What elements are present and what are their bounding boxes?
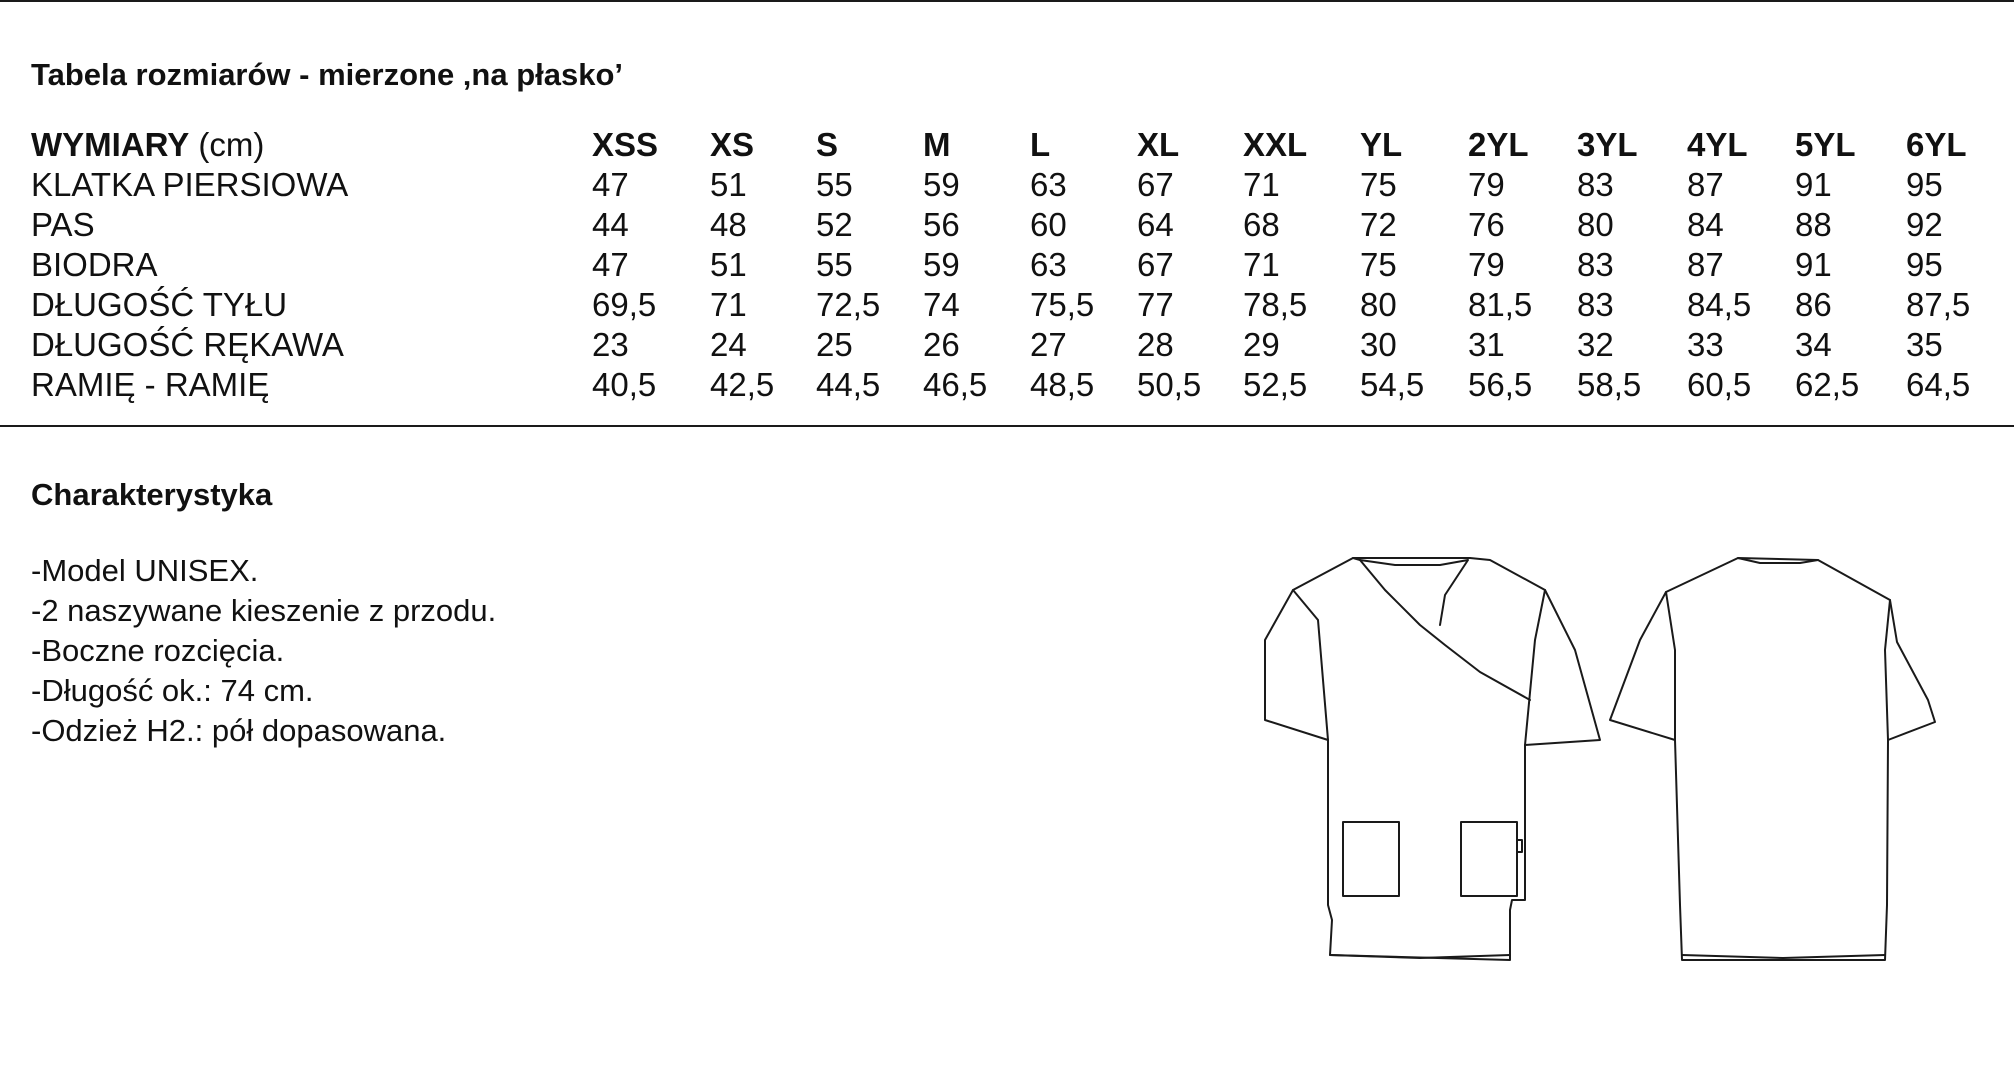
back-hem-line bbox=[1682, 955, 1885, 958]
characteristics-list bbox=[31, 551, 496, 751]
measurement-value: 79 bbox=[1468, 246, 1505, 283]
dimensions-header-label: WYMIARY bbox=[31, 126, 190, 163]
measurement-value: 68 bbox=[1243, 206, 1280, 243]
measurement-label: BIODRA bbox=[31, 246, 158, 283]
front-wrap-neckline bbox=[1353, 558, 1530, 700]
measurement-value: 83 bbox=[1577, 286, 1614, 323]
measurement-value: 59 bbox=[923, 246, 960, 283]
measurement-value: 58,5 bbox=[1577, 366, 1642, 403]
feature-item: -Model UNISEX. bbox=[31, 553, 259, 588]
feature-item: -Długość ok.: 74 cm. bbox=[31, 673, 314, 708]
measurement-value: 95 bbox=[1906, 246, 1943, 283]
measurement-value: 50,5 bbox=[1137, 366, 1202, 403]
measurement-label: PAS bbox=[31, 206, 95, 243]
size-header-xs: XS bbox=[710, 126, 755, 163]
measurement-value: 52 bbox=[816, 206, 853, 243]
measurement-value: 71 bbox=[710, 286, 747, 323]
measurement-value: 84,5 bbox=[1687, 286, 1752, 323]
measurement-value: 74 bbox=[923, 286, 960, 323]
top-divider bbox=[0, 0, 2014, 2]
measurement-value: 56 bbox=[923, 206, 960, 243]
measurement-value: 26 bbox=[923, 326, 960, 363]
measurement-value: 44 bbox=[592, 206, 629, 243]
back-view-drawing bbox=[1610, 558, 1935, 960]
front-body-outline bbox=[1265, 558, 1600, 960]
feature-item: -2 naszywane kieszenie z przodu. bbox=[31, 593, 497, 628]
measurement-value: 60 bbox=[1030, 206, 1067, 243]
measurement-value: 77 bbox=[1137, 286, 1174, 323]
characteristics-title: Charakterystyka bbox=[31, 477, 273, 512]
measurement-value: 28 bbox=[1137, 326, 1174, 363]
measurement-value: 76 bbox=[1468, 206, 1505, 243]
measurement-value: 46,5 bbox=[923, 366, 988, 403]
measurement-value: 29 bbox=[1243, 326, 1280, 363]
measurement-value: 47 bbox=[592, 166, 629, 203]
size-header-3yl: 3YL bbox=[1577, 126, 1638, 163]
size-header-6yl: 6YL bbox=[1906, 126, 1967, 163]
front-collar-back bbox=[1360, 560, 1468, 625]
measurement-value: 48,5 bbox=[1030, 366, 1095, 403]
dimensions-header-unit: (cm) bbox=[189, 126, 265, 163]
section-divider bbox=[0, 425, 2014, 427]
measurement-value: 69,5 bbox=[592, 286, 657, 323]
measurement-value: 63 bbox=[1030, 166, 1067, 203]
front-sleeve-seam-right bbox=[1525, 590, 1545, 745]
measurement-value: 48 bbox=[710, 206, 747, 243]
measurement-value: 40,5 bbox=[592, 366, 657, 403]
front-sleeve-seam-left bbox=[1293, 590, 1328, 740]
measurement-value: 27 bbox=[1030, 326, 1067, 363]
size-header-5yl: 5YL bbox=[1795, 126, 1856, 163]
measurement-value: 79 bbox=[1468, 166, 1505, 203]
measurement-value: 67 bbox=[1137, 166, 1174, 203]
measurement-value: 51 bbox=[710, 246, 747, 283]
measurement-value: 33 bbox=[1687, 326, 1724, 363]
back-sleeve-seam-right bbox=[1885, 600, 1890, 740]
measurement-label: DŁUGOŚĆ TYŁU bbox=[31, 286, 288, 323]
measurement-value: 86 bbox=[1795, 286, 1832, 323]
measurement-value: 87 bbox=[1687, 246, 1724, 283]
measurement-value: 80 bbox=[1360, 286, 1397, 323]
measurement-value: 87,5 bbox=[1906, 286, 1971, 323]
measurement-value: 35 bbox=[1906, 326, 1943, 363]
measurement-value: 83 bbox=[1577, 246, 1614, 283]
measurement-value: 67 bbox=[1137, 246, 1174, 283]
measurement-value: 51 bbox=[710, 166, 747, 203]
front-pocket-right bbox=[1461, 822, 1517, 896]
measurement-value: 72 bbox=[1360, 206, 1397, 243]
measurement-label: DŁUGOŚĆ RĘKAWA bbox=[31, 326, 344, 363]
measurement-value: 54,5 bbox=[1360, 366, 1425, 403]
size-header-m: M bbox=[923, 126, 951, 163]
measurement-value: 56,5 bbox=[1468, 366, 1533, 403]
measurement-value: 75 bbox=[1360, 166, 1397, 203]
back-sleeve-seam-left bbox=[1666, 592, 1675, 740]
measurement-value: 80 bbox=[1577, 206, 1614, 243]
measurement-value: 47 bbox=[592, 246, 629, 283]
measurement-value: 31 bbox=[1468, 326, 1505, 363]
measurement-value: 60,5 bbox=[1687, 366, 1752, 403]
measurement-value: 71 bbox=[1243, 166, 1280, 203]
measurement-value: 83 bbox=[1577, 166, 1614, 203]
measurement-value: 91 bbox=[1795, 246, 1832, 283]
size-header-4yl: 4YL bbox=[1687, 126, 1748, 163]
measurement-value: 71 bbox=[1243, 246, 1280, 283]
measurement-value: 88 bbox=[1795, 206, 1832, 243]
front-pocket-left bbox=[1343, 822, 1399, 896]
measurement-value: 52,5 bbox=[1243, 366, 1308, 403]
measurement-value: 34 bbox=[1795, 326, 1832, 363]
measurement-value: 42,5 bbox=[710, 366, 775, 403]
measurement-value: 32 bbox=[1577, 326, 1614, 363]
measurement-value: 95 bbox=[1906, 166, 1943, 203]
garment-illustration bbox=[1255, 550, 1955, 980]
front-view-drawing bbox=[1265, 558, 1600, 960]
measurement-value: 30 bbox=[1360, 326, 1397, 363]
measurement-value: 75,5 bbox=[1030, 286, 1095, 323]
measurement-value: 55 bbox=[816, 166, 853, 203]
feature-item: -Odzież H2.: pół dopasowana. bbox=[31, 713, 447, 748]
measurement-value: 64 bbox=[1137, 206, 1174, 243]
measurement-label: RAMIĘ - RAMIĘ bbox=[31, 366, 270, 403]
measurement-value: 44,5 bbox=[816, 366, 881, 403]
measurement-value: 59 bbox=[923, 166, 960, 203]
measurement-value: 75 bbox=[1360, 246, 1397, 283]
measurement-value: 81,5 bbox=[1468, 286, 1533, 323]
feature-item: -Boczne rozcięcia. bbox=[31, 633, 285, 668]
measurement-value: 55 bbox=[816, 246, 853, 283]
size-header-l: L bbox=[1030, 126, 1051, 163]
measurement-value: 72,5 bbox=[816, 286, 881, 323]
back-body-outline bbox=[1610, 558, 1935, 960]
measurement-value: 24 bbox=[710, 326, 747, 363]
size-header-xxl: XXL bbox=[1243, 126, 1308, 163]
measurement-value: 62,5 bbox=[1795, 366, 1860, 403]
measurement-value: 64,5 bbox=[1906, 366, 1971, 403]
dimensions-header bbox=[31, 125, 264, 165]
measurement-value: 92 bbox=[1906, 206, 1943, 243]
measurement-value: 78,5 bbox=[1243, 286, 1308, 323]
measurement-value: 91 bbox=[1795, 166, 1832, 203]
measurement-label: KLATKA PIERSIOWA bbox=[31, 166, 349, 203]
size-table-title: Tabela rozmiarów - mierzone ‚na płasko’ bbox=[31, 57, 624, 92]
size-header-xss: XSS bbox=[592, 126, 659, 163]
size-header-s: S bbox=[816, 126, 839, 163]
size-header-2yl: 2YL bbox=[1468, 126, 1529, 163]
measurement-value: 25 bbox=[816, 326, 853, 363]
measurement-value: 87 bbox=[1687, 166, 1724, 203]
size-header-xl: XL bbox=[1137, 126, 1180, 163]
measurement-value: 63 bbox=[1030, 246, 1067, 283]
measurement-value: 84 bbox=[1687, 206, 1724, 243]
size-header-yl: YL bbox=[1360, 126, 1403, 163]
measurement-value: 23 bbox=[592, 326, 629, 363]
